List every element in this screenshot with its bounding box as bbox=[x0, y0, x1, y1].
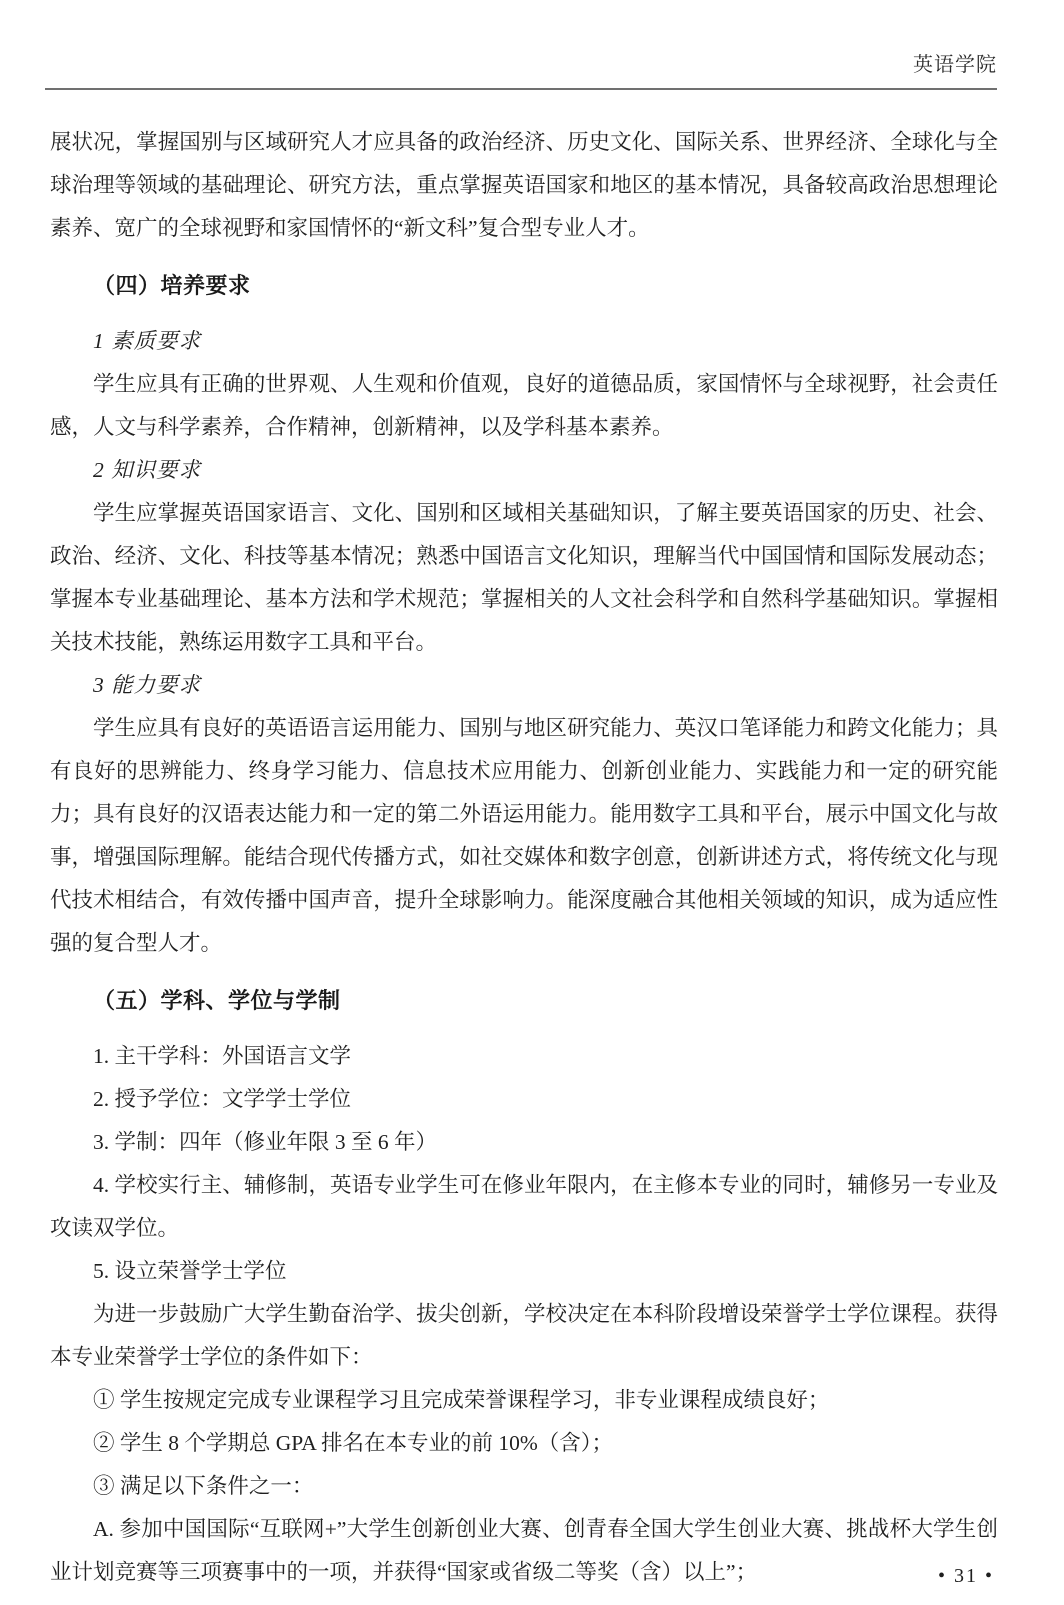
body-paragraph: A. 参加中国国际“互联网+”大学生创新创业大赛、创青春全国大学生创业大赛、挑战杯大学生创业计划竞赛等三项赛事中的一项，并获得“国家或省级二等奖（含）以上”； bbox=[50, 1517, 998, 1584]
page-number: • 31 • bbox=[937, 1565, 994, 1587]
body-paragraph: ③ 满足以下条件之一： bbox=[93, 1474, 314, 1498]
body-paragraph: 学生应具有正确的世界观、人生观和价值观，良好的道德品质，家国情怀与全球视野，社会责任感，人文与科学素养，合作精神，创新精神，以及学科基本素养。 bbox=[50, 372, 998, 439]
body-paragraph: 4. 学校实行主、辅修制，英语专业学生可在修业年限内，在主修本专业的同时，辅修另一专业及攻读双学位。 bbox=[50, 1173, 998, 1240]
body-paragraph: 为进一步鼓励广大学生勤奋治学、拔尖创新，学校决定在本科阶段增设荣誉学士学位课程。获得本专业荣誉学士学位的条件如下： bbox=[50, 1302, 998, 1369]
subsection-heading: 1 素质要求 bbox=[93, 329, 202, 353]
body-paragraph: ① 学生按规定完成专业课程学习且完成荣誉课程学习，非专业课程成绩良好； bbox=[93, 1388, 830, 1412]
body-paragraph: 学生应掌握英语国家语言、文化、国别和区域相关基础知识，了解主要英语国家的历史、社会、政治、经济、文化、科技等基本情况；熟悉中国语言文化知识，理解当代中国国情和国际发展动态；掌握本专业基础理论、基本方法和学术规范；掌握相关的人文社会科学和自然科学基础知识。掌握相关技术技能，熟练运用数字工具和平台。 bbox=[50, 501, 998, 654]
body-paragraph: 展状况，掌握国别与区域研究人才应具备的政治经济、历史文化、国际关系、世界经济、全球化与全球治理等领域的基础理论、研究方法，重点掌握英语国家和地区的基本情况，具备较高政治思想理论素养、宽广的全球视野和家国情怀的“新文科”复合型专业人才。 bbox=[50, 130, 998, 240]
document-body bbox=[50, 121, 998, 1594]
list-item: 5. 设立荣誉学士学位 bbox=[93, 1259, 287, 1283]
page-footer bbox=[938, 1565, 994, 1588]
body-paragraph: 学生应具有良好的英语语言运用能力、国别与地区研究能力、英汉口笔译能力和跨文化能力；具有良好的思辨能力、终身学习能力、信息技术应用能力、创新创业能力、实践能力和一定的研究能力；具有良好的汉语表达能力和一定的第二外语运用能力。能用数字工具和平台，展示中国文化与故事，增强国际理解。能结合现代传播方式，如社交媒体和数字创意，创新讲述方式，将传统文化与现代技术相结合，有效传播中国声音，提升全球影响力。能深度融合其他相关领域的知识，成为适应性强的复合型人才。 bbox=[50, 716, 998, 955]
list-item: 1. 主干学科：外国语言文学 bbox=[93, 1044, 352, 1068]
subsection-heading: 2 知识要求 bbox=[93, 458, 202, 482]
list-item: 3. 学制：四年（修业年限 3 至 6 年） bbox=[93, 1130, 438, 1154]
section-heading: （五）学科、学位与学制 bbox=[93, 988, 341, 1013]
page-header bbox=[45, 52, 997, 78]
subsection-heading: 3 能力要求 bbox=[93, 673, 202, 697]
list-item: 2. 授予学位：文学学士学位 bbox=[93, 1087, 352, 1111]
header-rule bbox=[45, 88, 997, 90]
header-title: 英语学院 bbox=[913, 54, 997, 76]
section-heading: （四）培养要求 bbox=[93, 273, 251, 298]
body-paragraph: ② 学生 8 个学期总 GPA 排名在本专业的前 10%（含）； bbox=[93, 1431, 614, 1455]
